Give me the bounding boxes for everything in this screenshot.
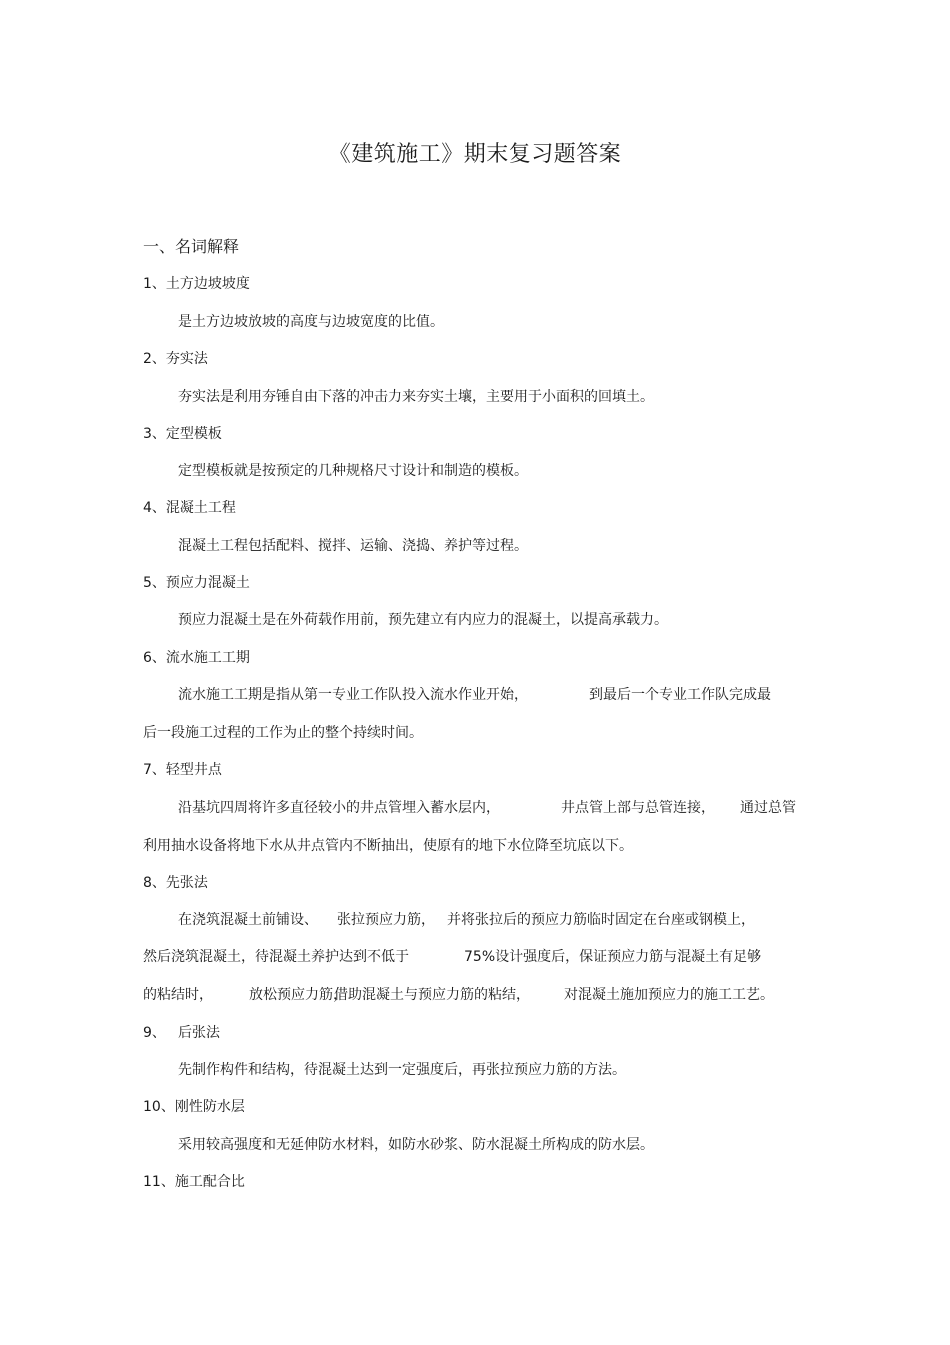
- term-definition: 定型模板就是按预定的几种规格尺寸设计和制造的模板。: [178, 463, 528, 479]
- term-definition: 预应力混凝土是在外荷载作用前，预先建立有内应力的混凝土，以提高承载力。: [178, 612, 668, 628]
- term-heading: 3、定型模板: [143, 426, 222, 442]
- definition-segment: 到最后一个专业工作队完成最: [589, 687, 771, 703]
- document-title: 《建筑施工》期末复习题答案: [328, 142, 622, 167]
- term-heading: 8、先张法: [143, 875, 208, 891]
- term-heading: 5、预应力混凝土: [143, 575, 250, 591]
- definition-segment: 流水施工工期是指从第一专业工作队投入流水作业开始，: [178, 687, 528, 703]
- term-number: 9、: [143, 1025, 166, 1041]
- term-heading: 7、轻型井点: [143, 762, 222, 778]
- definition-segment: 75%设计强度后，保证预应力筋与混凝土有足够: [464, 949, 762, 965]
- definition-segment: 放松预应力筋，: [249, 987, 347, 1003]
- term-heading: 1、土方边坡坡度: [143, 276, 250, 292]
- definition-segment: 井点管上部与总管连接，: [561, 800, 715, 816]
- term-definition-continuation: 利用抽水设备将地下水从井点管内不断抽出，使原有的地下水位降至坑底以下。: [143, 838, 633, 854]
- definition-segment: 借助混凝土与预应力筋的粘结，: [334, 987, 530, 1003]
- term-definition-continuation: 后一段施工过程的工作为止的整个持续时间。: [143, 725, 423, 741]
- term-definition: 先制作构件和结构，待混凝土达到一定强度后，再张拉预应力筋的方法。: [178, 1062, 626, 1078]
- term-heading: 10、刚性防水层: [143, 1099, 245, 1115]
- term-heading: 4、混凝土工程: [143, 500, 236, 516]
- definition-segment: 通过总管: [740, 800, 796, 816]
- definition-segment: 沿基坑四周将许多直径较小的井点管埋入蓄水层内，: [178, 800, 500, 816]
- term-definition: 混凝土工程包括配料、搅拌、运输、浇捣、养护等过程。: [178, 538, 528, 554]
- term-label: 后张法: [178, 1025, 220, 1041]
- definition-segment: 张拉预应力筋，: [337, 912, 435, 928]
- definition-segment: 并将张拉后的预应力筋临时固定在台座或钢模上，: [447, 912, 755, 928]
- definition-segment: 然后浇筑混凝土，待混凝土养护达到不低于: [143, 949, 409, 965]
- definition-segment: 对混凝土施加预应力的施工工艺。: [564, 987, 774, 1003]
- term-definition: 夯实法是利用夯锤自由下落的冲击力来夯实土壤，主要用于小面积的回填土。: [178, 389, 654, 405]
- term-heading: 11、施工配合比: [143, 1174, 245, 1190]
- term-heading: 6、流水施工工期: [143, 650, 250, 666]
- definition-segment: 在浇筑混凝土前铺设、: [178, 912, 318, 928]
- term-definition: 采用较高强度和无延伸防水材料，如防水砂浆、防水混凝土所构成的防水层。: [178, 1137, 654, 1153]
- section-heading: 一、名词解释: [143, 237, 240, 256]
- term-heading: 2、夯实法: [143, 351, 208, 367]
- definition-segment: 的粘结时，: [143, 987, 213, 1003]
- term-definition: 是土方边坡放坡的高度与边坡宽度的比值。: [178, 314, 444, 330]
